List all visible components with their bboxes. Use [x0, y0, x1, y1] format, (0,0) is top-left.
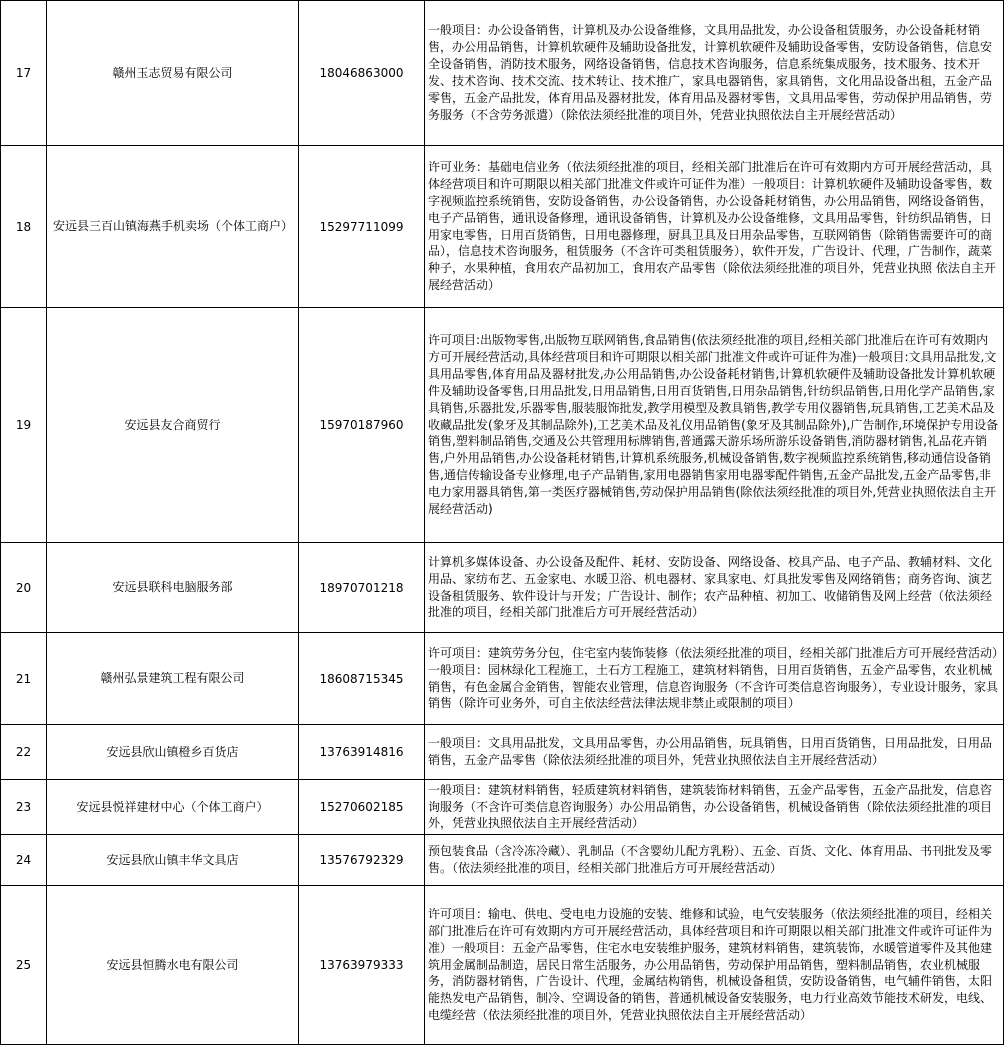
row-number: 22	[1, 725, 47, 780]
company-name: 赣州玉志贸易有限公司	[47, 1, 299, 146]
business-scope: 一般项目：建筑材料销售，轻质建筑材料销售，建筑装饰材料销售，五金产品零售，五金产品批发，信息咨询服务（不含许可类信息咨询服务）办公用品销售，办公设备销售，机械设备销售（除依法须经批准的项目外，凭营业执照依法自主开展经营活动）	[425, 780, 1004, 835]
table-row	[1, 633, 1004, 725]
business-scope: 许可项目：建筑劳务分包，住宅室内装饰装修（依法须经批准的项目，经相关部门批准后方可开展经营活动）一般项目：园林绿化工程施工，土石方工程施工，建筑材料销售，日用百货销售，五金产品零售，农业机械销售，有色金属合金销售，智能农业管理，信息咨询服务（不含许可类信息咨询服务），专业设计服务，家具销售（除许可业务外，可自主依法经营法律法规非禁止或限制的项目）	[425, 633, 1004, 725]
company-name: 安远县欣山镇橙乡百货店	[47, 725, 299, 780]
company-name: 安远县欣山镇丰华文具店	[47, 835, 299, 886]
table-row	[1, 835, 1004, 886]
business-scope: 预包装食品（含冷冻冷藏）、乳制品（不含婴幼儿配方乳粉）、五金、百货、文化、体育用品、书刊批发及零售。（依法须经批准的项目，经相关部门批准后方可开展经营活动）	[425, 835, 1004, 886]
table-row	[1, 780, 1004, 835]
business-scope: 许可业务：基础电信业务（依法须经批准的项目，经相关部门批准后在许可有效期内方可开展经营活动，具体经营项目和许可期限以相关部门批准文件或许可证件为准）一般项目：计算机软硬件及辅助设备零售，数字视频监控系统销售，安防设备销售，办公设备销售，办公设备耗材销售，办公用品销售，网络设备销售，电子产品销售，通讯设备修理，通讯设备销售，计算机及办公设备维修，文具用品零售，针纺织品销售，日用家电零售，日用百货销售，日用电器修理，厨具卫具及日用杂品零售，互联网销售（除销售需要许可的商品），信息技术咨询服务，租赁服务（不含许可类租赁服务），软件开发，广告设计、代理，广告制作，蔬菜种子，水果种植，食用农产品初加工，食用农产品零售（除依法须经批准的项目外，凭营业执照 依法自主开展经营活动）	[425, 146, 1004, 308]
table-row	[1, 725, 1004, 780]
company-name: 安远县友合商贸行	[47, 308, 299, 543]
row-number: 23	[1, 780, 47, 835]
business-scope: 许可项目：输电、供电、受电电力设施的安装、维修和试验，电气安装服务（依法须经批准的项目，经相关部门批准后在许可有效期内方可开展经营活动，具体经营项目和许可期限以相关部门批准文件或许可证件为准）一般项目：五金产品零售，住宅水电安装维护服务，建筑材料销售，建筑装饰，水暖管道零件及其他建筑用金属制品制造，居民日常生活服务，办公用品销售，劳动保护用品销售，塑料制品销售，农业机械服务，消防器材销售，广告设计、代理，金属结构销售，机械设备租赁，安防设备销售，电气辅件销售，太阳能热发电产品销售，制冷、空调设备的销售，普通机械设备安装服务，电力行业高效节能技术研发，电线、电缆经营（依法须经批准的项目外，凭营业执照依法自主开展经营活动）	[425, 886, 1004, 1045]
table-row	[1, 886, 1004, 1045]
phone-number: 15970187960	[299, 308, 425, 543]
phone-number: 18046863000	[299, 1, 425, 146]
company-name: 安远县恒腾水电有限公司	[47, 886, 299, 1045]
phone-number: 18608715345	[299, 633, 425, 725]
phone-number: 18970701218	[299, 543, 425, 633]
company-name: 安远县三百山镇海燕手机卖场（个体工商户）	[47, 146, 299, 308]
company-name: 赣州弘景建筑工程有限公司	[47, 633, 299, 725]
table-row	[1, 1, 1004, 146]
table-row	[1, 308, 1004, 543]
row-number: 17	[1, 1, 47, 146]
phone-number: 13763979333	[299, 886, 425, 1045]
business-scope: 一般项目：文具用品批发，文具用品零售，办公用品销售，玩具销售，日用百货销售，日用品批发，日用品销售，五金产品零售（除依法须经批准的项目外，凭营业执照依法自主开展经营活动）	[425, 725, 1004, 780]
phone-number: 13763914816	[299, 725, 425, 780]
table-row	[1, 146, 1004, 308]
business-scope: 许可项目:出版物零售,出版物互联网销售,食品销售(依法须经批准的项目,经相关部门批准后在许可有效期内方可开展经营活动,具体经营项目和许可期限以相关部门批准文件或许可证件为准)一般项目:文具用品批发,文具用品零售,体育用品及器材批发,办公用品销售,办公设备耗材销售,计算机软硬件及辅助设备批发计算机软硬件及辅助设备零售,日用品批发,日用品销售,日用百货销售,日用杂品销售,针纺织品销售,日用化学产品销售,家具销售,乐器批发,乐器零售,服装服饰批发,教学用模型及教具销售,教学专用仪器销售,玩具销售,工艺美术品及收藏品批发(象牙及其制品除外),工艺美术品及礼仪用品销售(象牙及其制品除外),广告制作,环境保护专用设备销售,塑料制品销售,交通及公共管理用标牌销售,普通露天游乐场所游乐设备销售,消防器材销售,礼品花卉销售,户外用品销售,办公设备耗材销售,计算机系统服务,机械设备销售,数字视频监控系统销售,移动通信设备销售,通信传输设备专业修理,电子产品销售,家用电器销售家用电器零配件销售,五金产品批发,五金产品零售,非电力家用器具销售,第一类医疗器械销售,劳动保护用品销售(除依法须经批准的项目外,凭营业执照依法自主开展经营活动)	[425, 308, 1004, 543]
row-number: 19	[1, 308, 47, 543]
phone-number: 15297711099	[299, 146, 425, 308]
row-number: 21	[1, 633, 47, 725]
row-number: 25	[1, 886, 47, 1045]
row-number: 24	[1, 835, 47, 886]
row-number: 18	[1, 146, 47, 308]
phone-number: 13576792329	[299, 835, 425, 886]
company-name: 安远县悦祥建材中心（个体工商户）	[47, 780, 299, 835]
company-name: 安远县联科电脑服务部	[47, 543, 299, 633]
phone-number: 15270602185	[299, 780, 425, 835]
row-number: 20	[1, 543, 47, 633]
table-row	[1, 543, 1004, 633]
business-scope: 计算机多媒体设备、办公设备及配件、耗材、安防设备、网络设备、校具产品、电子产品、教辅材料、文化用品、家纺布艺、五金家电、水暖卫浴、机电器材、家具家电、灯具批发零售及网络销售；商务咨询、演艺设备租赁服务、软件设计与开发；广告设计、制作；农产品种植、初加工、收储销售及网上经营（依法须经批准的项目，经相关部门批准后方可开展经营活动）	[425, 543, 1004, 633]
business-scope: 一般项目：办公设备销售，计算机及办公设备维修，文具用品批发，办公设备租赁服务，办公设备耗材销售，办公用品销售，计算机软硬件及辅助设备批发，计算机软硬件及辅助设备零售，安防设备销售，信息安全设备销售，消防技术服务，网络设备销售，信息技术咨询服务，信息系统集成服务，技术服务、技术开发、技术咨询、技术交流、技术转让、技术推广，家具电器销售，家具销售，文化用品设备出租，五金产品零售，五金产品批发，体育用品及器材批发，体育用品及器材零售，文具用品零售，劳动保护用品销售，劳务服务（不含劳务派遣）（除依法须经批准的项目外，凭营业执照依法自主开展经营活动）	[425, 1, 1004, 146]
